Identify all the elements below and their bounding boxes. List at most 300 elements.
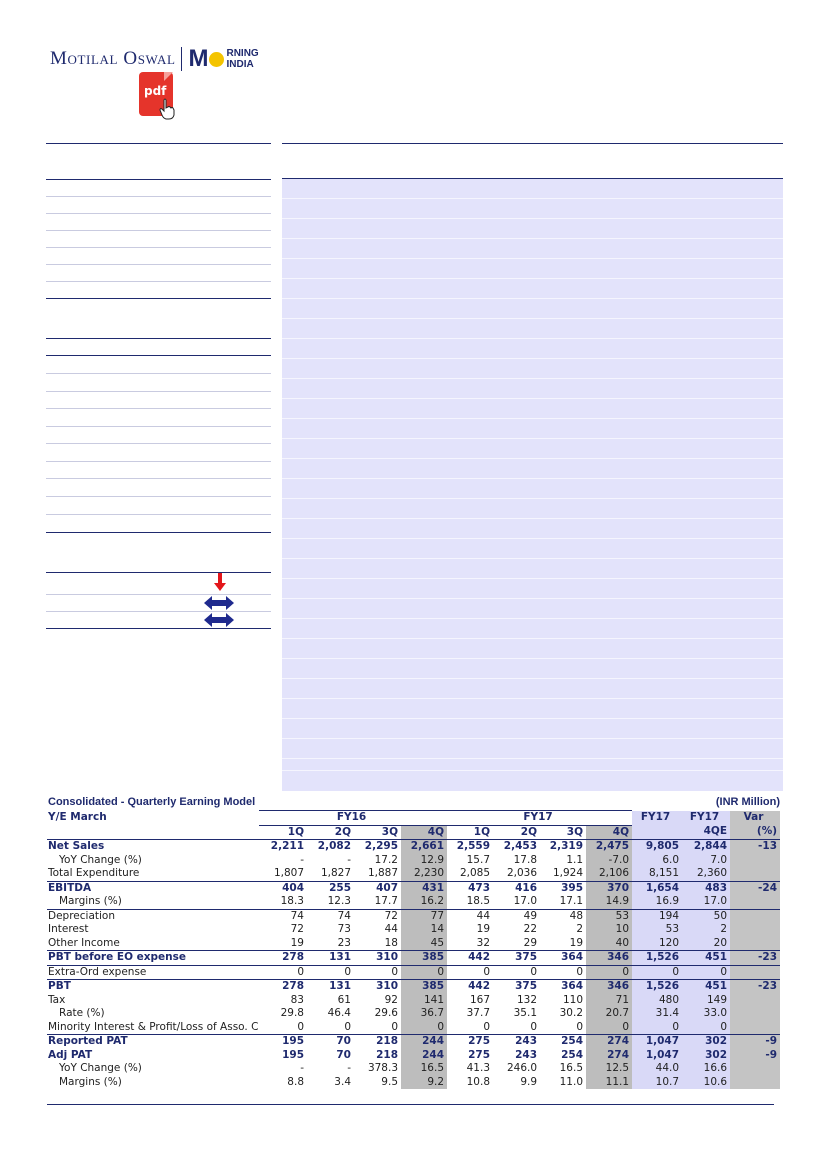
panel-line [282,378,783,379]
panel-line [282,438,783,439]
table-cell [730,909,780,923]
row-label: Interest [48,923,89,935]
table-cell: 77 [401,909,447,923]
table-cell: 12.5 [586,1062,632,1076]
panel-line [282,578,783,579]
brand-name-motilal: Motilal Oswal [50,48,176,69]
table-cell: 243 [515,1048,538,1061]
left-rule [46,264,271,265]
fy17-header: FY17 [447,811,632,826]
table-cell: 1,526 [632,980,682,994]
row-label: EBITDA [47,881,259,895]
table-cell: 16.9 [632,895,682,909]
left-rule [46,532,271,533]
table-cell: 364 [540,980,586,994]
table-cell: -24 [730,881,780,895]
table-cell: 17.1 [559,895,584,907]
table-cell: 48 [540,909,586,923]
table-row [47,1076,780,1090]
table-cell: 35.1 [513,1007,538,1019]
table-cell: 302 [682,1035,730,1049]
table-cell: 10.8 [466,1075,491,1088]
table-cell: 0 [297,1020,304,1033]
left-rule [46,373,271,374]
fy16-header: FY16 [259,811,447,826]
left-rule [46,572,271,573]
table-cell: 310 [354,951,401,966]
table-cell: 0 [344,1020,351,1033]
brand-m-letter: M [188,45,209,72]
table-cell: 46.4 [327,1007,351,1019]
brand-stack-bottom: INDIA [226,59,254,70]
panel-line [282,618,783,619]
left-rule [46,461,271,462]
table-cell: 2,360 [682,867,730,881]
table-cell: 18.5 [466,895,491,907]
table-cell: 17.8 [513,853,538,866]
row-label: Depreciation [47,909,259,923]
table-cell: 18.3 [280,895,304,907]
quarter-label: 4Q [586,825,632,840]
row-label: YoY Change (%) [59,1062,142,1074]
table-cell: 14 [401,923,447,937]
table-row [47,1049,780,1063]
table-cell: 16.6 [682,1062,730,1076]
row-label: PBT before EO expense [47,951,259,966]
quarter-label: 2Q [493,825,540,840]
arrow-left-right-icon [204,596,234,610]
table-cell: 149 [682,994,730,1008]
table-cell: - [347,1062,351,1074]
table-cell: 32 [476,936,491,949]
left-rule [46,628,271,629]
table-cell: 53 [632,923,682,937]
table-cell: 1,047 [632,1035,682,1049]
table-cell: - [300,1062,304,1074]
table-cell: 483 [682,881,730,895]
table-cell: 364 [540,951,586,966]
table-cell: 0 [586,1021,632,1035]
table-cell: 33.0 [682,1007,730,1021]
table-cell: 0 [307,965,354,980]
sun-icon [209,52,224,67]
table-cell [730,895,780,909]
table-cell: 167 [469,993,491,1006]
table-cell: 74 [307,909,354,923]
table-cell: 2,559 [447,840,493,854]
table-row [47,1007,780,1021]
var-sub: (%) [730,825,780,840]
left-rule [46,281,271,282]
table-row [47,909,780,923]
left-rule [46,426,271,427]
panel-line [282,398,783,399]
quarter-label: 3Q [540,825,586,840]
table-cell: 254 [540,1035,586,1049]
table-cell: 72 [354,909,401,923]
row-label: Net Sales [47,840,259,854]
left-rule [46,355,271,356]
left-rule [46,338,271,339]
table-cell: 431 [401,881,447,895]
table-cell: 44 [384,923,398,935]
table-cell [730,923,780,937]
table-cell [730,1062,780,1076]
left-rule [46,408,271,409]
table-cell: 18 [384,936,398,949]
table-cell: 37.7 [466,1007,491,1019]
table-cell [730,937,780,951]
brand-logo [50,44,259,74]
table-cell [730,1007,780,1021]
left-rule [46,496,271,497]
table-cell: 20 [682,937,730,951]
table-cell: 40 [586,937,632,951]
panel-line [282,418,783,419]
table-cell: 8,151 [632,867,682,881]
panel-line [282,278,783,279]
table-cell: -13 [730,840,780,854]
table-cell: 8.8 [287,1075,304,1088]
panel-line [282,218,783,219]
table-cell: 19 [290,936,304,949]
table-cell: 278 [259,951,307,966]
table-cell: -9 [730,1049,780,1063]
table-cell: 0 [530,1020,538,1033]
left-rule [46,179,271,180]
table-row [47,1021,780,1035]
table-cell: 6.0 [632,854,682,868]
table-row [47,854,780,868]
table-cell [730,1076,780,1090]
table-cell: 0 [682,1021,730,1035]
table-title: Consolidated - Quarterly Earning Model [48,796,256,808]
table-cell: 404 [259,881,307,895]
panel-line [282,458,783,459]
table-cell: 132 [516,993,538,1006]
panel-line [282,238,783,239]
fy17-sub [632,825,682,840]
table-cell: 0 [483,1020,491,1033]
header-rule-left [46,143,271,144]
row-label: YoY Change (%) [59,853,142,866]
table-cell: 70 [307,1035,354,1049]
table-cell: 19 [476,923,491,935]
table-cell: 44 [447,909,493,923]
footer-rule [47,1104,774,1105]
table-cell: 218 [376,1048,398,1061]
table-cell: 3.4 [334,1075,351,1088]
brand-stack-top: RNING [226,48,259,59]
table-cell: 246.0 [506,1062,538,1074]
table-cell: - [300,853,304,866]
arrow-down-icon [214,573,226,591]
table-row [47,867,780,881]
table-cell: 15.7 [466,853,491,866]
table-cell: 22 [523,923,538,935]
table-cell: 50 [682,909,730,923]
left-rule [46,230,271,231]
panel-top-rule [282,178,783,179]
table-cell: 10.7 [632,1076,682,1090]
quarter-label: 1Q [259,825,307,840]
panel-line [282,338,783,339]
brand-morning-india [226,48,258,70]
table-cell: 1,526 [632,951,682,966]
table-cell: 141 [401,994,447,1008]
table-cell: - [347,853,351,866]
panel-line [282,358,783,359]
table-cell: 0 [632,1021,682,1035]
left-rule [46,611,271,612]
hand-pointer-icon [159,98,175,120]
table-row [47,994,780,1008]
table-cell: 74 [259,909,307,923]
table-row [47,980,780,994]
table-cell: 9,805 [632,840,682,854]
panel-line [282,698,783,699]
panel-line [282,658,783,659]
table-cell: 83 [290,993,304,1006]
table-cell: 194 [632,909,682,923]
panel-line [282,678,783,679]
earnings-table [47,810,780,1089]
table-cell: 2,085 [459,867,491,879]
table-cell: 218 [354,1035,401,1049]
left-rule [46,298,271,299]
table-cell: 11.0 [559,1075,584,1088]
table-cell: 17.0 [682,895,730,909]
table-cell: 0 [401,965,447,980]
table-cell: 1,827 [320,867,351,879]
table-cell [730,854,780,868]
table-cell: 244 [401,1035,447,1049]
panel-line [282,558,783,559]
table-cell: 2,036 [506,867,538,879]
table-cell: 395 [540,881,586,895]
row-label: Reported PAT [47,1035,259,1049]
table-row [47,1062,780,1076]
table-cell: -23 [730,951,780,966]
table-row [47,840,780,854]
table-cell: 17.2 [374,853,398,866]
content-panel [282,179,783,791]
table-cell: -23 [730,980,780,994]
table-cell: 70 [336,1048,351,1061]
panel-line [282,478,783,479]
table-cell: 9.9 [520,1075,538,1088]
table-cell: 416 [493,881,540,895]
left-rule [46,443,271,444]
table-cell [730,867,780,881]
table-cell: 16.2 [401,895,447,909]
row-label: Minority Interest & Profit/Loss of Asso. C [48,1020,259,1033]
table-cell: 0 [632,965,682,980]
table-cell: 2,661 [401,840,447,854]
table-cell: 275 [447,1035,493,1049]
fy17-est-header: FY17 [632,811,682,826]
table-cell: 30.2 [559,1007,584,1019]
table-cell: 451 [682,951,730,966]
table-cell: 375 [493,951,540,966]
table-cell: 23 [337,936,351,949]
table-cell: 10 [586,923,632,937]
table-cell: 7.0 [682,854,730,868]
quarter-label: 1Q [447,825,493,840]
table-row [47,1035,780,1049]
quarter-label: 2Q [307,825,354,840]
table-cell: 12.3 [327,895,351,907]
table-cell: 442 [447,980,493,994]
table-cell: 71 [586,994,632,1008]
left-rule [46,594,271,595]
table-row [47,895,780,909]
table-cell: 244 [401,1049,447,1063]
table-cell: 11.1 [586,1076,632,1090]
table-cell: 0 [586,965,632,980]
table-cell: 29 [523,936,538,949]
table-cell: 275 [468,1048,491,1061]
table-cell: 451 [682,980,730,994]
left-rule [46,514,271,515]
fy17-4qe-header: FY17 [682,811,730,826]
table-cell: 131 [307,980,354,994]
table-cell: 2,230 [401,867,447,881]
table-cell: 375 [493,980,540,994]
panel-line [282,638,783,639]
table-cell: 278 [259,980,307,994]
brand-divider [181,47,182,71]
table-cell: 346 [586,980,632,994]
table-cell: 2,295 [354,840,401,854]
table-cell: 19 [569,936,584,949]
table-cell: 1,047 [632,1049,682,1063]
row-label: Tax [48,993,66,1006]
table-cell: 1,887 [367,867,398,879]
pdf-download-icon[interactable] [139,72,175,120]
panel-line [282,498,783,499]
table-cell: 254 [561,1048,584,1061]
table-cell: 346 [586,951,632,966]
row-label: PBT [47,980,259,994]
table-cell: 0 [540,965,586,980]
table-cell: 14.9 [586,895,632,909]
table-cell: 385 [401,951,447,966]
table-cell: 53 [586,909,632,923]
table-cell: 44.0 [632,1062,682,1076]
left-rule [46,247,271,248]
table-cell: 274 [586,1035,632,1049]
q4e-sub: 4QE [682,825,730,840]
table-cell: 1,807 [273,867,304,879]
table-cell: 1.1 [566,853,584,866]
table-cell: 255 [307,881,354,895]
table-row [47,923,780,937]
table-cell: 195 [282,1048,304,1061]
row-label: Total Expenditure [48,867,140,879]
table-cell: 49 [493,909,540,923]
panel-line [282,318,783,319]
left-rule [46,391,271,392]
table-cell: 473 [447,881,493,895]
panel-line [282,518,783,519]
header-rule-right [282,143,783,144]
table-cell: 442 [447,951,493,966]
table-cell [730,965,780,980]
table-cell: 45 [401,937,447,951]
left-rule [46,196,271,197]
table-cell [730,1021,780,1035]
panel-line [282,598,783,599]
table-cell: 274 [586,1049,632,1063]
table-cell: 72 [290,923,304,935]
panel-line [282,538,783,539]
row-label: Margins (%) [59,1075,122,1088]
table-cell: 2 [682,923,730,937]
table-cell: 378.3 [367,1062,398,1074]
row-label: Rate (%) [59,1007,105,1019]
table-cell [730,994,780,1008]
table-cell: 0 [682,965,730,980]
panel-line [282,258,783,259]
table-cell: 195 [259,1035,307,1049]
table-cell: 36.7 [401,1007,447,1021]
table-cell: 41.3 [466,1062,491,1074]
table-cell: 2,453 [493,840,540,854]
table-cell: -7.0 [586,854,632,868]
table-cell: 370 [586,881,632,895]
table-cell: -9 [730,1035,780,1049]
table-cell: 0 [401,1021,447,1035]
panel-line [282,298,783,299]
panel-line [282,718,783,719]
panel-line [282,770,783,771]
table-cell: 12.9 [401,854,447,868]
left-rule [46,478,271,479]
row-label: Adj PAT [48,1048,93,1061]
table-cell: 385 [401,980,447,994]
table-row [47,937,780,951]
table-cell: 10.6 [682,1076,730,1090]
table-cell: 120 [632,937,682,951]
table-cell: 61 [337,993,351,1006]
table-row [47,951,780,966]
table-cell: 2,082 [307,840,354,854]
table-cell: 407 [354,881,401,895]
table-cell: 0 [391,1020,398,1033]
panel-line [282,738,783,739]
table-cell: 73 [337,923,351,935]
table-cell: 2 [576,923,584,935]
table-cell: 1,924 [552,867,584,879]
quarter-label: 3Q [354,825,401,840]
panel-line [282,758,783,759]
table-cell: 29.6 [374,1007,398,1019]
arrow-left-right-icon [204,613,234,627]
table-row [47,965,780,980]
table-cell: 2,319 [540,840,586,854]
panel-line [282,198,783,199]
table-cell: 0 [259,965,307,980]
table-cell: 0 [493,965,540,980]
table-cell: 0 [447,965,493,980]
table-cell: 310 [354,980,401,994]
header-row-years [47,811,780,826]
table-cell: 2,211 [259,840,307,854]
table-cell: 16.5 [559,1062,584,1074]
row-label: Extra-Ord expense [47,965,259,980]
var-header: Var [730,811,780,826]
